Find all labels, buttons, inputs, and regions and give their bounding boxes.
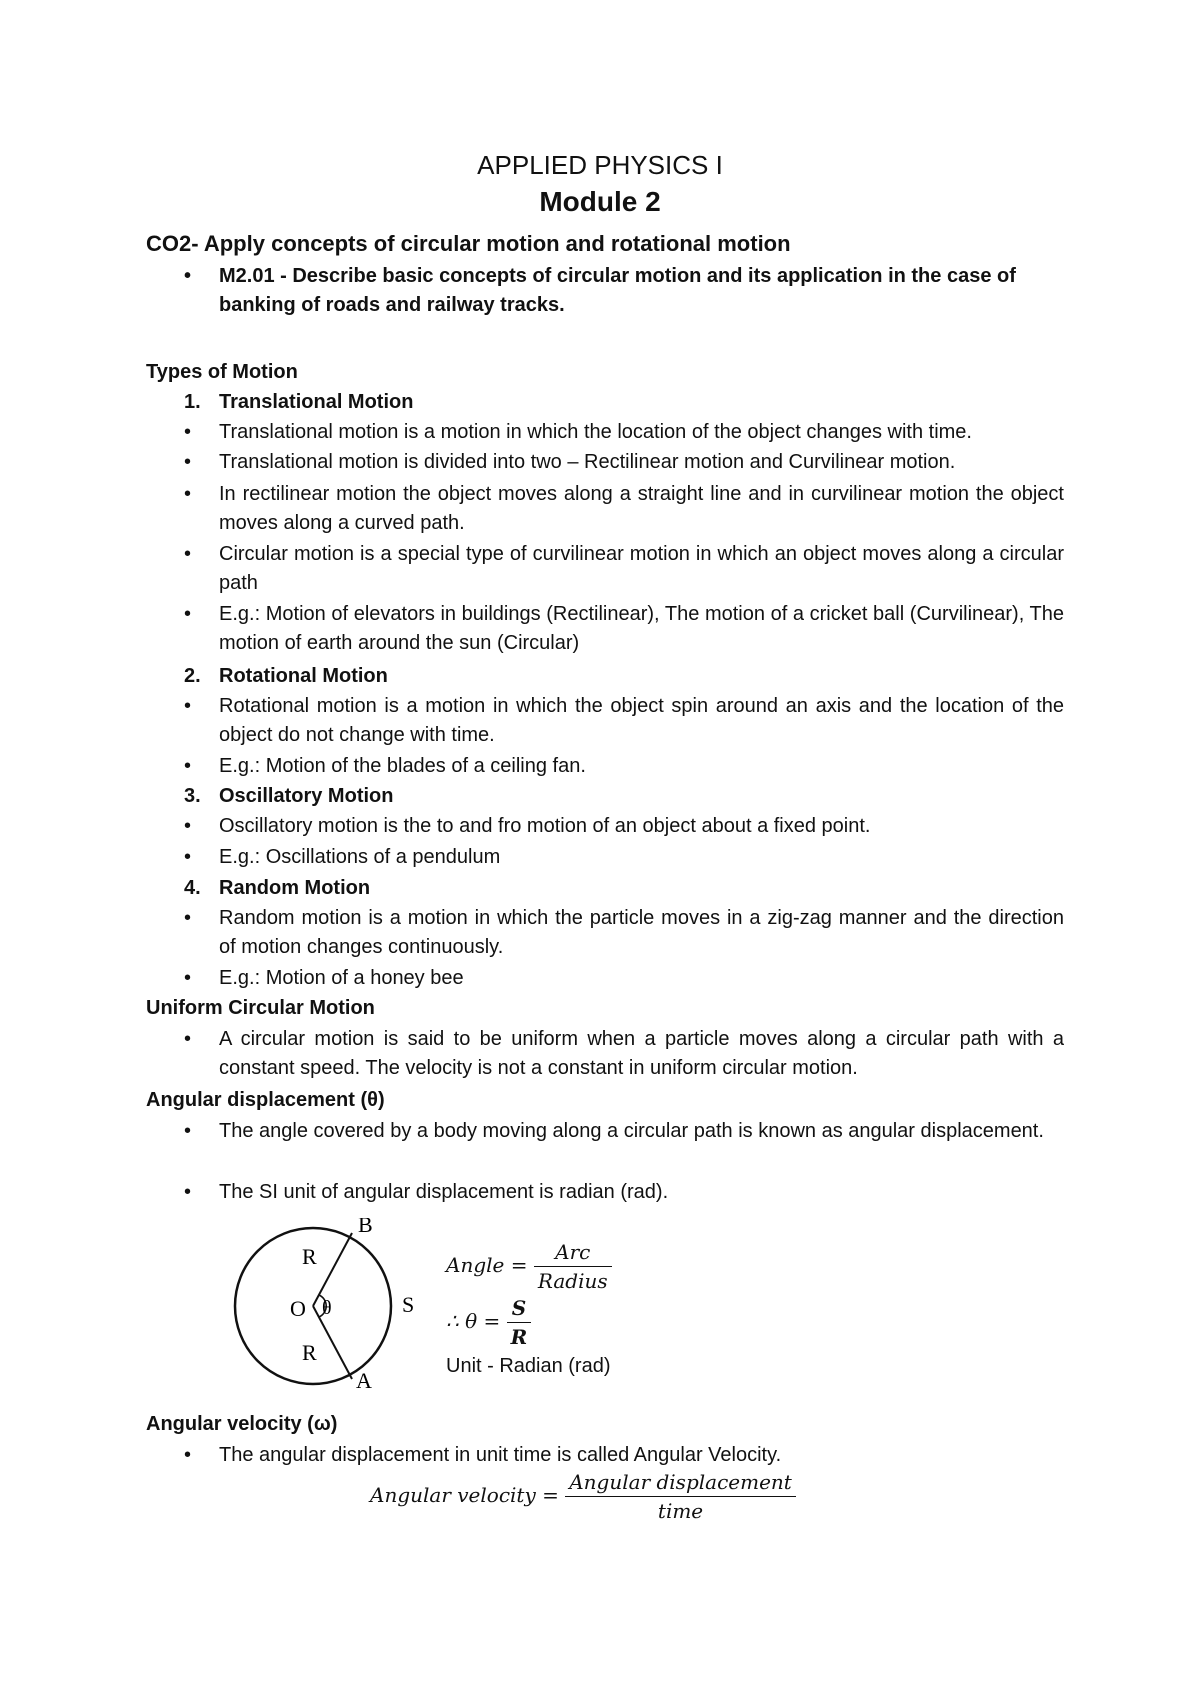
bullet-icon: • bbox=[184, 603, 192, 625]
bullet-icon: • bbox=[184, 265, 192, 287]
radius-ob bbox=[313, 1233, 352, 1306]
bullet-icon: • bbox=[184, 1120, 192, 1142]
subheading-rotational: 2. Rotational Motion bbox=[184, 665, 388, 687]
formula-angular-velocity: Angular velocity = $\frac{\text{Angular displacement}}{\text{time}}$ bbox=[370, 1470, 796, 1523]
section-heading-angular-velocity: Angular velocity (ω) bbox=[146, 1413, 338, 1435]
bullet-icon: • bbox=[184, 1028, 192, 1050]
document-page: APPLIED PHYSICS I Module 2 CO2- Apply concepts of circular motion and rotational motion • M2.01 - Describe basic concepts of circular motion and its application in the case of banking of roads and railway tracks. Types of Motion 1. Translational Motion • Translational motion is a motion in which the location of the object changes with time. • Translational motion is divided into two – Rectilinear motion and Curvilinear motion. • In rectilinear motion the object moves along a straight line and in curvilinear motion the object moves along a curved path. • Circular motion is a special type of curvilinear motion in which an object moves along a circular path • E.g.: Motion of elevators in buildings (Rectilinear), The motion of a cricket ball (Curvilinear), The motion of earth around the sun (Circular) 2. Rotational Motion • Rotational motion is a motion in which the object spin around an axis and the location of the object do not change with time. • E.g.: Motion of the blades of a ceiling fan. 3. Oscillatory Motion • Oscillatory motion is the to and fro motion of an object about a fixed point. • E.g.: Oscillations of a pendulum 4. Random Motion • Random motion is a motion in which the particle moves in a zig-zag manner and the direction of motion changes continuously. • E.g.: Motion of a honey bee Uniform Circular Motion • A circular motion is said to be uniform when a particle moves along a circular path with a constant speed. The velocity is not a constant in uniform circular motion. Angular displacement (θ) • The angle covered by a body moving along a circular path is known as angular displacement. • The SI unit of angular displacement is radian (rad). B R O θ S R A Angle = $\frac{\text{Arc}}{\text{Radius}}$ ∴ θ = $\frac{S}{R}$ Unit - Radian (rad) Angular velocity (ω) • The angular displacement in unit time is called Angular Velocity. Angular velocity = $\frac{\text{Angular displacement}}{\text{time}}$ bbox=[0, 0, 1200, 1696]
label-s: S bbox=[402, 1292, 415, 1317]
bullet-icon: • bbox=[184, 815, 192, 837]
bullet-icon: • bbox=[184, 907, 192, 929]
formula-angle: Angle = $\frac{\text{Arc}}{\text{Radius}}$ bbox=[446, 1240, 612, 1293]
bullet-icon: • bbox=[184, 483, 192, 505]
bullet-icon: • bbox=[184, 695, 192, 717]
subheading-random: 4. Random Motion bbox=[184, 877, 371, 899]
bullet-icon: • bbox=[184, 1181, 192, 1203]
formula-theta: ∴ θ = $\frac{S}{R}$ bbox=[446, 1296, 531, 1349]
fraction: $\frac{\text{Arc}}{\text{Radius}}$ bbox=[534, 1240, 612, 1293]
fraction: $\frac{\text{Angular displacement}}{\text{time}}$ bbox=[565, 1470, 796, 1523]
bullet-icon: • bbox=[184, 421, 192, 443]
bullet-icon: • bbox=[184, 846, 192, 868]
label-a: A bbox=[356, 1368, 372, 1393]
bullet-icon: • bbox=[184, 451, 192, 473]
document-title: APPLIED PHYSICS I bbox=[477, 150, 723, 180]
subheading-translational: 1. Translational Motion bbox=[184, 391, 414, 413]
course-outcome: CO2- Apply concepts of circular motion and rotational motion bbox=[146, 231, 791, 256]
section-heading-angular-displacement: Angular displacement (θ) bbox=[146, 1089, 385, 1111]
bullet-icon: • bbox=[184, 543, 192, 565]
label-b: B bbox=[358, 1218, 373, 1237]
unit-label: Unit - Radian (rad) bbox=[446, 1355, 611, 1377]
angular-displacement-diagram bbox=[220, 1218, 440, 1393]
label-r-bottom: R bbox=[302, 1340, 317, 1365]
label-r-top: R bbox=[302, 1244, 317, 1269]
section-heading-uniform: Uniform Circular Motion bbox=[146, 997, 375, 1019]
module-title: Module 2 bbox=[539, 186, 661, 217]
section-heading-types: Types of Motion bbox=[146, 361, 298, 383]
label-o: O bbox=[290, 1296, 306, 1321]
label-theta: θ bbox=[322, 1297, 332, 1319]
subheading-oscillatory: 3. Oscillatory Motion bbox=[184, 785, 394, 807]
radius-oa bbox=[313, 1306, 352, 1379]
bullet-icon: • bbox=[184, 755, 192, 777]
bullet-icon: • bbox=[184, 967, 192, 989]
bullet-icon: • bbox=[184, 1444, 192, 1466]
fraction: $\frac{S}{R}$ bbox=[507, 1296, 532, 1349]
objective-text: M2.01 - Describe basic concepts of circular motion and its application in the case of banking of roads and railway tracks. bbox=[219, 265, 1016, 316]
